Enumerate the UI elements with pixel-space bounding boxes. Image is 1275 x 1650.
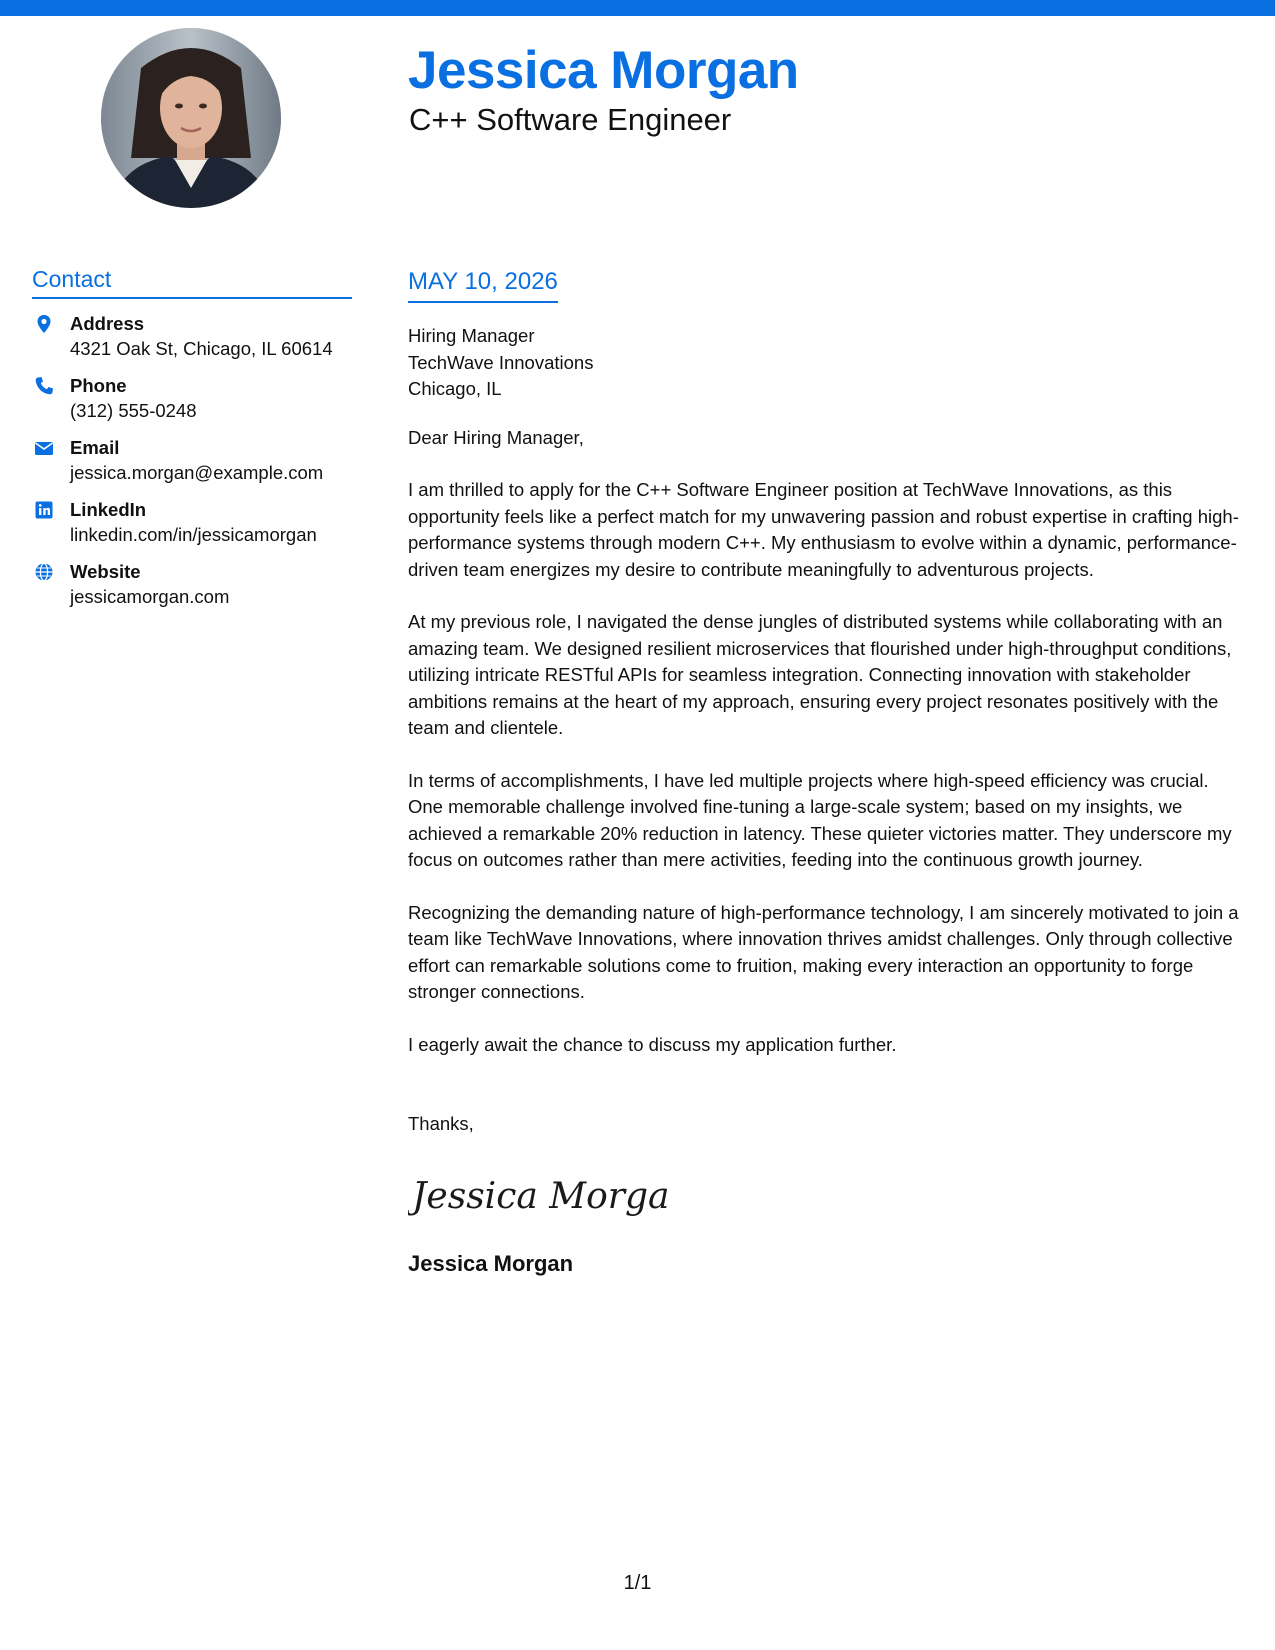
contact-label: Phone bbox=[70, 375, 127, 396]
letter-date: MAY 10, 2026 bbox=[408, 268, 558, 303]
profile-photo bbox=[101, 28, 281, 208]
contact-label: LinkedIn bbox=[70, 499, 147, 520]
phone-icon bbox=[34, 376, 54, 396]
closing: Thanks, bbox=[408, 1113, 474, 1134]
globe-icon bbox=[34, 562, 54, 582]
envelope-icon bbox=[34, 438, 54, 458]
address-value: 4321 Oak St, Chicago, IL 60614 bbox=[70, 338, 333, 359]
contact-item-website bbox=[32, 559, 352, 609]
signed-name: Jessica Morgan bbox=[408, 1250, 574, 1276]
paragraph: I am thrilled to apply for the C++ Software Engineer position at TechWave Innovations, as this opportunity feels like a perfect match for my unwavering passion and robust expertise in crafting high-performance systems through modern C++. My enthusiasm to evolve within a dynamic, performance-driven team energizes my desire to contribute meaningfully to adventurous projects. bbox=[408, 479, 1239, 580]
paragraph: In terms of accomplishments, I have led multiple projects where high-speed efficiency was crucial. One memorable challenge involved fine-tuning a large-scale system; based on my insights, we achieved a remarkable 20% reduction in latency. These quieter victories matter. They underscore my focus on outcomes rather than mere activities, feeding into the continuous growth journey. bbox=[408, 769, 1232, 870]
applicant-name: Jessica Morgan bbox=[408, 41, 799, 100]
contact-item-address bbox=[32, 311, 352, 361]
email-value[interactable]: jessica.morgan@example.com bbox=[70, 462, 324, 483]
linkedin-icon bbox=[34, 500, 54, 520]
contact-heading: Contact bbox=[32, 266, 352, 299]
salutation: Dear Hiring Manager, bbox=[408, 426, 584, 448]
recipient-line: Chicago, IL bbox=[408, 378, 502, 399]
map-pin-icon bbox=[34, 314, 54, 334]
contact-label: Email bbox=[70, 437, 120, 458]
handwritten-signature bbox=[408, 1166, 668, 1226]
top-accent-bar bbox=[0, 0, 1275, 16]
recipient-line: Hiring Manager bbox=[408, 325, 535, 346]
website-value[interactable]: jessicamorgan.com bbox=[70, 586, 230, 607]
letter-body bbox=[408, 268, 1243, 1277]
paragraph: At my previous role, I navigated the dense jungles of distributed systems while collaborating with an amazing team. We designed resilient microservices that flourished under high-throughput conditions, utilizing intricate RESTful APIs for seamless integration. Connecting innovation with stakeholder ambitions remains at the heart of my approach, ensuring every project resonates positively with the team and clientele. bbox=[408, 611, 1232, 738]
signature-text: Jessica Morgan bbox=[412, 1175, 668, 1217]
linkedin-value[interactable]: linkedin.com/in/jessicamorgan bbox=[70, 524, 317, 545]
recipient-line: TechWave Innovations bbox=[408, 351, 594, 373]
contact-sidebar bbox=[32, 266, 352, 621]
phone-value: (312) 555-0248 bbox=[70, 400, 197, 421]
contact-label: Website bbox=[70, 561, 141, 582]
paragraph: I eagerly await the chance to discuss my application further. bbox=[408, 1033, 897, 1055]
page-number: 1/1 bbox=[623, 1572, 652, 1594]
recipient-block bbox=[408, 323, 1243, 403]
contact-label: Address bbox=[70, 313, 145, 334]
contact-item-linkedin bbox=[32, 497, 352, 547]
contact-item-email bbox=[32, 435, 352, 485]
paragraph: Recognizing the demanding nature of high-performance technology, I am sincerely motivated to join a team like TechWave Innovations, where innovation thrives amidst challenges. Only through collective effort can remarkable solutions come to fruition, making every interaction an opportunity to forge stronger connections. bbox=[408, 901, 1239, 1002]
contact-item-phone bbox=[32, 373, 352, 423]
job-title: C++ Software Engineer bbox=[409, 102, 732, 137]
